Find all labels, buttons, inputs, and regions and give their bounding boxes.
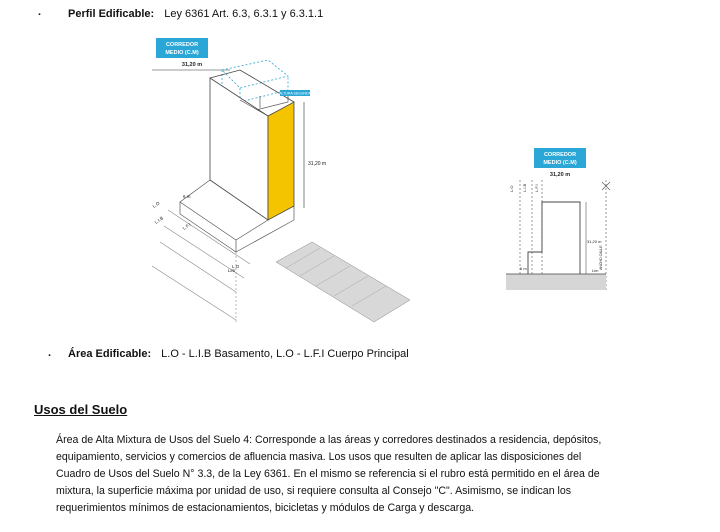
area-label: Área Edificable: [68, 348, 152, 360]
vert-lo: L.O [509, 185, 514, 192]
dim-lo2: L.O [232, 264, 240, 269]
dim-lfi: L.F.I [181, 221, 192, 231]
callout-line2: MEDIO (C.M) [165, 50, 199, 56]
vert-lfi: L.F.I [534, 184, 539, 192]
dim-lim: Lim [228, 268, 236, 273]
building-profile-diagram [140, 30, 440, 335]
right-dim-lim: Lim [592, 268, 599, 273]
section-paragraph [56, 432, 696, 517]
height-label: 31,20 m [308, 161, 327, 167]
vert-lib: L.I.B [522, 183, 527, 192]
paragraph-line: Cuadro de Usos del Suelo N° 3.3, de la Ley 6361. En el mismo se referencia si el rubro está permitido en el área de [56, 468, 600, 480]
right-ancho: ANCHO CALLE [599, 245, 603, 270]
right-width-label: 31,20 m [549, 172, 571, 178]
width-label: 31,20 m [181, 62, 203, 68]
section-title: Usos del Suelo [34, 402, 128, 417]
section-outline [528, 202, 580, 274]
dim-lo: L.O [151, 200, 161, 209]
dim-lib: L.I.B [153, 215, 165, 225]
dim-6m: 6 m [183, 194, 191, 199]
paragraph-line: equipamiento, servicios y comercios de afluencia masiva. Los usos que resulten de aplicar las disposiciones del [56, 451, 582, 463]
tower-left-face [210, 78, 268, 220]
callout-line1: CORREDOR [165, 42, 199, 48]
perfil-label: Perfil Edificable: [68, 8, 155, 20]
perfil-value: Ley 6361 Art. 6.3, 6.3.1 y 6.3.1.1 [164, 8, 324, 20]
right-height-label: 31,20 m [587, 239, 602, 244]
ground-strip [506, 274, 606, 290]
right-callout-line2: MEDIO (C.M) [543, 160, 577, 166]
altura-tag-text: ALTURA SEGUNDA [279, 91, 311, 96]
area-value: L.O - L.I.B Basamento, L.O - L.F.I Cuerpo Principal [161, 348, 409, 360]
area-line [68, 348, 409, 360]
paragraph-line: Área de Alta Mixtura de Usos del Suelo 4: Corresponde a las áreas y corredores destinados a residencia, depósitos, [56, 434, 602, 446]
right-callout-line1: CORREDOR [543, 152, 577, 158]
perfil-line [68, 8, 323, 20]
street-sidewalk [276, 242, 410, 322]
paragraph-line: mixtura, la superficie máxima por unidad de uso, si requiere consulta al Consejo "C". Asimismo, se indican los [56, 485, 572, 497]
paragraph-line: requerimientos mínimos de estacionamientos, bicicletas y módulos de Carga y descarga. [56, 502, 475, 514]
tower-facade [268, 102, 294, 220]
section-diagram [500, 140, 620, 300]
bullet: . [38, 6, 42, 18]
bullet-2: . [48, 347, 52, 359]
right-dim-6m: 6 m [520, 266, 527, 271]
